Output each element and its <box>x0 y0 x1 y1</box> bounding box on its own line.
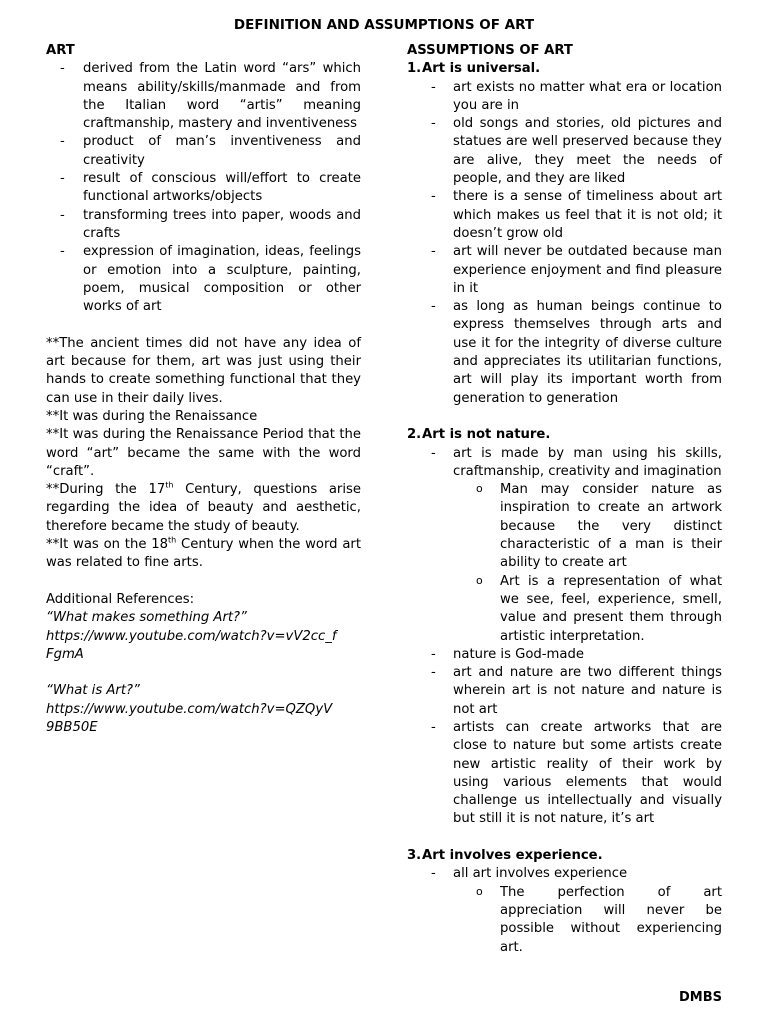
reference-1-url[interactable]: https://www.youtube.com/watch?v=vV2cc_f FgmA <box>46 628 337 662</box>
footer-initials: DMBS <box>679 990 722 1005</box>
reference-2-url[interactable]: https://www.youtube.com/watch?v=QZQyV 9BB50E <box>46 701 333 735</box>
reference-2-title: “What is Art?” <box>46 683 140 699</box>
assumptions-heading: ASSUMPTIONS OF ART <box>407 43 573 58</box>
section-3-sublist <box>453 884 722 957</box>
list-item: - transforming trees into paper, woods and crafts <box>46 207 361 244</box>
section-1-list <box>407 79 722 408</box>
references-label: Additional References: <box>46 591 195 607</box>
right-column <box>407 42 722 957</box>
art-definition-list <box>46 60 361 316</box>
sub-list-item: o Man may consider nature as inspiration to create an artwork because the very distinct characteristic of a man is their ability to create art <box>453 481 722 572</box>
reference-1-title: “What makes something Art?” <box>46 610 247 626</box>
list-item: - art is made by man using his skills, craftmanship, creativity and imagination o Man may consider nature as inspiration to create an artwork because the very distinct characteristic of a man is their ability to create art o Art is a representation of what we see, feel, experience, smell, value and present them through artistic interpretation. <box>407 445 722 646</box>
section-3-heading: 3. Art involves experience. <box>407 848 603 864</box>
note-renaissance: **It was during the Renaissance <box>46 408 258 424</box>
list-item: - as long as human beings continue to express themselves through arts and use it for the integrity of diverse culture and appreciates its utilitarian functions, art will play its important worth from generation to generation <box>407 298 722 408</box>
note-18th-century: **It was on the 18th Century when the word art was related to fine arts. <box>46 535 361 571</box>
list-item: - product of man’s inventiveness and creativity <box>46 133 361 170</box>
sub-list-item: o Art is a representation of what we see, feel, experience, smell, value and present them through artistic interpretation. <box>453 573 722 646</box>
art-heading: ART <box>46 43 75 58</box>
list-item: - art exists no matter what era or location you are in <box>407 79 722 116</box>
note-ancient-times: **The ancient times did not have any idea of art because for them, art was just using their hands to create something functional that they can use in their daily lives. <box>46 335 361 406</box>
sub-list-item: o The perfection of art appreciation will never be possible without experiencing art. <box>453 884 722 957</box>
left-column <box>46 42 361 737</box>
note-renaissance-period: **It was during the Renaissance Period that the word “art” became the same with the word “craft”. <box>46 427 361 479</box>
list-item: - nature is God-made <box>407 646 722 664</box>
list-item: - expression of imagination, ideas, feelings or emotion into a sculpture, painting, poem, musical composition or other works of art <box>46 243 361 316</box>
list-item: - result of conscious will/effort to create functional artworks/objects <box>46 170 361 207</box>
list-item: - derived from the Latin word “ars” which means ability/skills/manmade and from the Italian word “artis” meaning craftmanship, mastery and inventiveness <box>46 60 361 133</box>
page-title: DEFINITION AND ASSUMPTIONS OF ART <box>233 17 535 33</box>
note-17th-century: **During the 17th Century, questions arise regarding the idea of beauty and aesthetic, therefore became the study of beauty. <box>46 480 362 534</box>
section-3-list <box>407 865 722 956</box>
list-item: - all art involves experience o The perfection of art appreciation will never be possible without experiencing art. <box>407 865 722 956</box>
list-item: - old songs and stories, old pictures and statues are well preserved because they are alive, they meet the needs of people, and they are liked <box>407 115 722 188</box>
section-2-sublist <box>453 481 722 646</box>
list-item: - art and nature are two different things wherein art is not nature and nature is not art <box>407 664 722 719</box>
section-2-heading: 2. Art is not nature. <box>407 427 551 443</box>
section-1-heading: 1. Art is universal. <box>407 61 541 77</box>
list-item: - artists can create artworks that are close to nature but some artists create new artistic reality of their work by using various elements that would challenge us intellectually and visually but still it is not nature, it’s art <box>407 719 722 829</box>
list-item: - there is a sense of timeliness about art which makes us feel that it is not old; it doesn’t grow old <box>407 188 722 243</box>
section-2-list <box>407 445 722 829</box>
list-item: - art will never be outdated because man experience enjoyment and find pleasure in it <box>407 243 722 298</box>
